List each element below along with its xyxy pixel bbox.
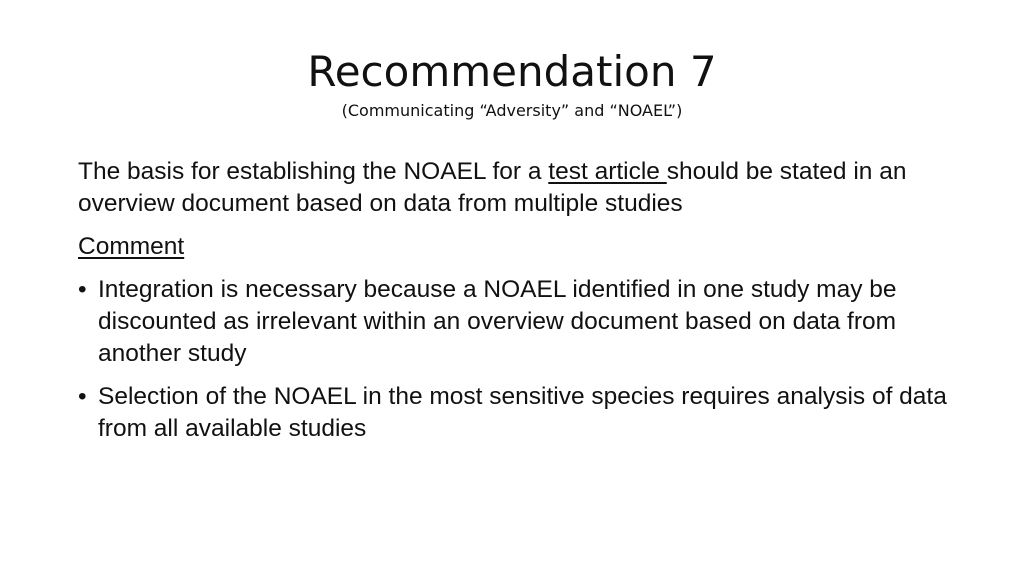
bullet-text: Integration is necessary because a NOAEL identified in one study may be discounted as irrelevant within an overview document based on data from another study — [98, 276, 897, 367]
bullet-text: Selection of the NOAEL in the most sensitive species requires analysis of data from all available studies — [98, 383, 947, 442]
slide-body — [78, 156, 948, 456]
comment-bullet-list — [78, 274, 948, 445]
bullet-icon: • — [78, 276, 87, 303]
slide-title: Recommendation 7 — [307, 47, 717, 96]
list-item — [78, 274, 948, 370]
intro-underlined-term: test article — [548, 158, 667, 185]
bullet-icon: • — [78, 383, 87, 410]
intro-paragraph — [78, 156, 948, 220]
intro-text-before: The basis for establishing the NOAEL for a — [78, 158, 549, 185]
intro-text-after: should be stated in an overview document based on data from multiple studies — [78, 158, 907, 217]
slide-subtitle: (Communicating “Adversity” and “NOAEL”) — [341, 101, 683, 120]
list-item — [78, 381, 948, 445]
comment-heading — [78, 231, 948, 263]
comment-heading-label: Comment — [78, 233, 185, 260]
